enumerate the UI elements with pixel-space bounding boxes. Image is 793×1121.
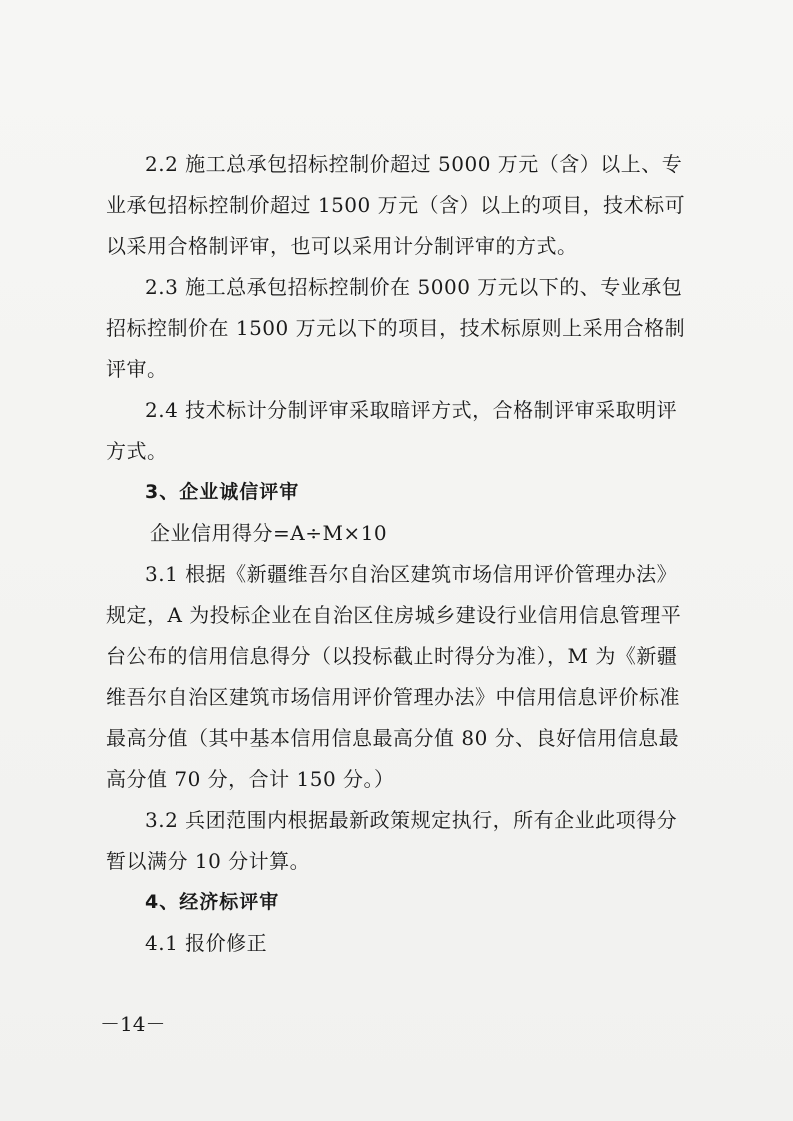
page-number: －14－ bbox=[100, 1012, 166, 1036]
paragraph-3-1-line-6: 高分值 70 分，合计 150 分。） bbox=[106, 767, 395, 791]
paragraph-3-1-line-4: 维吾尔自治区建筑市场信用评价管理办法》中信用信息评价标准 bbox=[106, 685, 680, 709]
paragraph-2-4-line-2: 方式。 bbox=[106, 439, 168, 463]
paragraph-2-3-line-1: 2.3 施工总承包招标控制价在 5000 万元以下的、专业承包 bbox=[145, 275, 683, 299]
paragraph-3-1-line-1: 3.1 根据《新疆维吾尔自治区建筑市场信用评价管理办法》 bbox=[145, 562, 678, 586]
paragraph-2-2-line-1: 2.2 施工总承包招标控制价超过 5000 万元（含）以上、专 bbox=[145, 152, 683, 176]
paragraph-3-2-line-1: 3.2 兵团范围内根据最新政策规定执行，所有企业此项得分 bbox=[145, 808, 678, 832]
paragraph-3-2-line-2: 暂以满分 10 分计算。 bbox=[106, 849, 311, 873]
paragraph-2-4-line-1: 2.4 技术标计分制评审采取暗评方式，合格制评审采取明评 bbox=[145, 398, 678, 422]
paragraph-2-3-line-3: 评审。 bbox=[106, 357, 168, 381]
paragraph-3-1-line-5: 最高分值（其中基本信用信息最高分值 80 分、良好信用信息最 bbox=[106, 726, 680, 750]
paragraph-2-2-line-3: 以采用合格制评审，也可以采用计分制评审的方式。 bbox=[106, 234, 578, 258]
paragraph-3-1-line-2: 规定，A 为投标企业在自治区住房城乡建设行业信用信息管理平 bbox=[106, 603, 682, 627]
section-heading-4: 4、经济标评审 bbox=[145, 891, 280, 913]
formula-line: 企业信用得分=A÷M×10 bbox=[150, 521, 388, 545]
paragraph-3-1-line-3: 台公布的信用信息得分（以投标截止时得分为准），M 为《新疆 bbox=[106, 644, 678, 668]
subsection-4-1: 4.1 报价修正 bbox=[145, 931, 268, 955]
section-heading-3: 3、企业诚信评审 bbox=[145, 481, 300, 503]
paragraph-2-3-line-2: 招标控制价在 1500 万元以下的项目，技术标原则上采用合格制 bbox=[106, 316, 686, 340]
paragraph-2-2-line-2: 业承包招标控制价超过 1500 万元（含）以上的项目，技术标可 bbox=[106, 193, 686, 217]
